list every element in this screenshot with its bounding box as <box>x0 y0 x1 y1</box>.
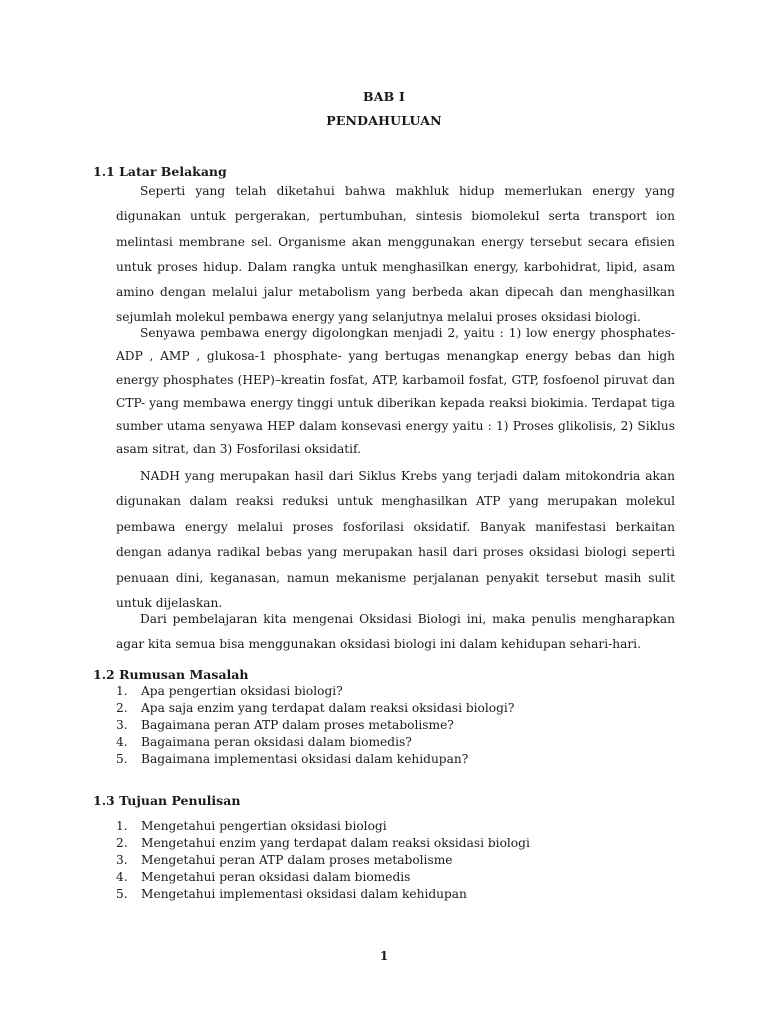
list-item <box>116 683 514 700</box>
paragraph: Dari pembelajaran kita mengenai Oksidasi Biologi ini, maka penulis mengharapkan agar kita semua bisa menggunakan oksidasi biologi ini dalam kehidupan sehari-hari. <box>116 612 675 651</box>
paragraph: NADH yang merupakan hasil dari Siklus Krebs yang terjadi dalam mitokondria akan digunakan dalam reaksi reduksi untuk menghasilkan ATP yang merupakan molekul pembawa energy melalui proses fosforilasi oksidatif. Banyak manifestasi berkaitan dengan adanya radikal bebas yang merupakan hasil dari proses oksidasi biologi seperti penuaan dini, keganasan, namun mekanisme perjalanan penyakit tersebut masih sulit untuk dijelaskan. <box>116 469 675 611</box>
section-heading-rumusan-masalah: 1.2 Rumusan Masalah <box>93 667 249 682</box>
list-item <box>116 700 514 717</box>
list-number: 3. <box>116 718 128 732</box>
list-number: 1. <box>116 684 128 698</box>
list-text: Mengetahui peran ATP dalam proses metabolisme <box>141 853 453 867</box>
list-text: Bagaimana peran ATP dalam proses metabolisme? <box>141 718 454 732</box>
list-item <box>116 717 514 734</box>
list-text: Mengetahui enzim yang terdapat dalam reaksi oksidasi biologi <box>141 836 530 850</box>
list-number: 4. <box>116 735 128 749</box>
list-number: 5. <box>116 752 128 766</box>
list-text: Bagaimana peran oksidasi dalam biomedis? <box>141 735 412 749</box>
list-item <box>116 852 530 869</box>
list-item <box>116 835 530 852</box>
list-number: 1. <box>116 819 128 833</box>
list-item <box>116 734 514 751</box>
list-text: Mengetahui pengertian oksidasi biologi <box>141 819 387 833</box>
list-item <box>116 869 530 886</box>
paragraph: Senyawa pembawa energy digolongkan menjadi 2, yaitu : 1) low energy phosphates- ADP , AMP , glukosa-1 phosphate- yang bertugas menangkap energy bebas dan high energy phosphates (HEP)–kreatin fosfat, ATP, karbamoil fosfat, GTP, fosfoenol piruvat dan CTP- yang membawa energy tinggi untuk diberikan kepada reaksi biokimia. Terdapat tiga sumber utama senyawa HEP dalam konsevasi energy yaitu : 1) Proses glikolisis, 2) Siklus asam sitrat, dan 3) Fosforilasi oksidatif. <box>116 326 675 457</box>
list-number: 4. <box>116 870 128 884</box>
list-text: Apa pengertian oksidasi biologi? <box>141 684 343 698</box>
list-item <box>116 886 530 903</box>
chapter-number: BAB I <box>362 89 406 104</box>
list-number: 5. <box>116 887 128 901</box>
list-text: Apa saja enzim yang terdapat dalam reaksi oksidasi biologi? <box>141 701 515 715</box>
list-text: Mengetahui implementasi oksidasi dalam kehidupan <box>141 887 467 901</box>
list-item <box>116 818 530 835</box>
paragraph: Seperti yang telah diketahui bahwa makhluk hidup memerlukan energy yang digunakan untuk pergerakan, pertumbuhan, sintesis biomolekul serta transport ion melintasi membrane sel. Organisme akan menggunakan energy tersebut secara efisien untuk proses hidup. Dalam rangka untuk menghasilkan energy, karbohidrat, lipid, asam amino dengan melalui jalur metabolism yang berbeda akan dipecah dan menghasilkan sejumlah molekul pembawa energy yang selanjutnya melalui proses oksidasi biologi. <box>116 184 675 325</box>
list-text: Bagaimana implementasi oksidasi dalam kehidupan? <box>141 752 469 766</box>
list-number: 2. <box>116 836 128 850</box>
page-number: 1 <box>379 949 389 963</box>
list-number: 3. <box>116 853 128 867</box>
section-heading-latar-belakang: 1.1 Latar Belakang <box>93 164 227 179</box>
list-text: Mengetahui peran oksidasi dalam biomedis <box>141 870 411 884</box>
list-item <box>116 751 514 768</box>
list-number: 2. <box>116 701 128 715</box>
tujuan-penulisan-list <box>116 818 530 903</box>
section-heading-tujuan-penulisan: 1.3 Tujuan Penulisan <box>93 793 241 808</box>
chapter-title: PENDAHULUAN <box>326 113 442 128</box>
rumusan-masalah-list <box>116 683 514 768</box>
